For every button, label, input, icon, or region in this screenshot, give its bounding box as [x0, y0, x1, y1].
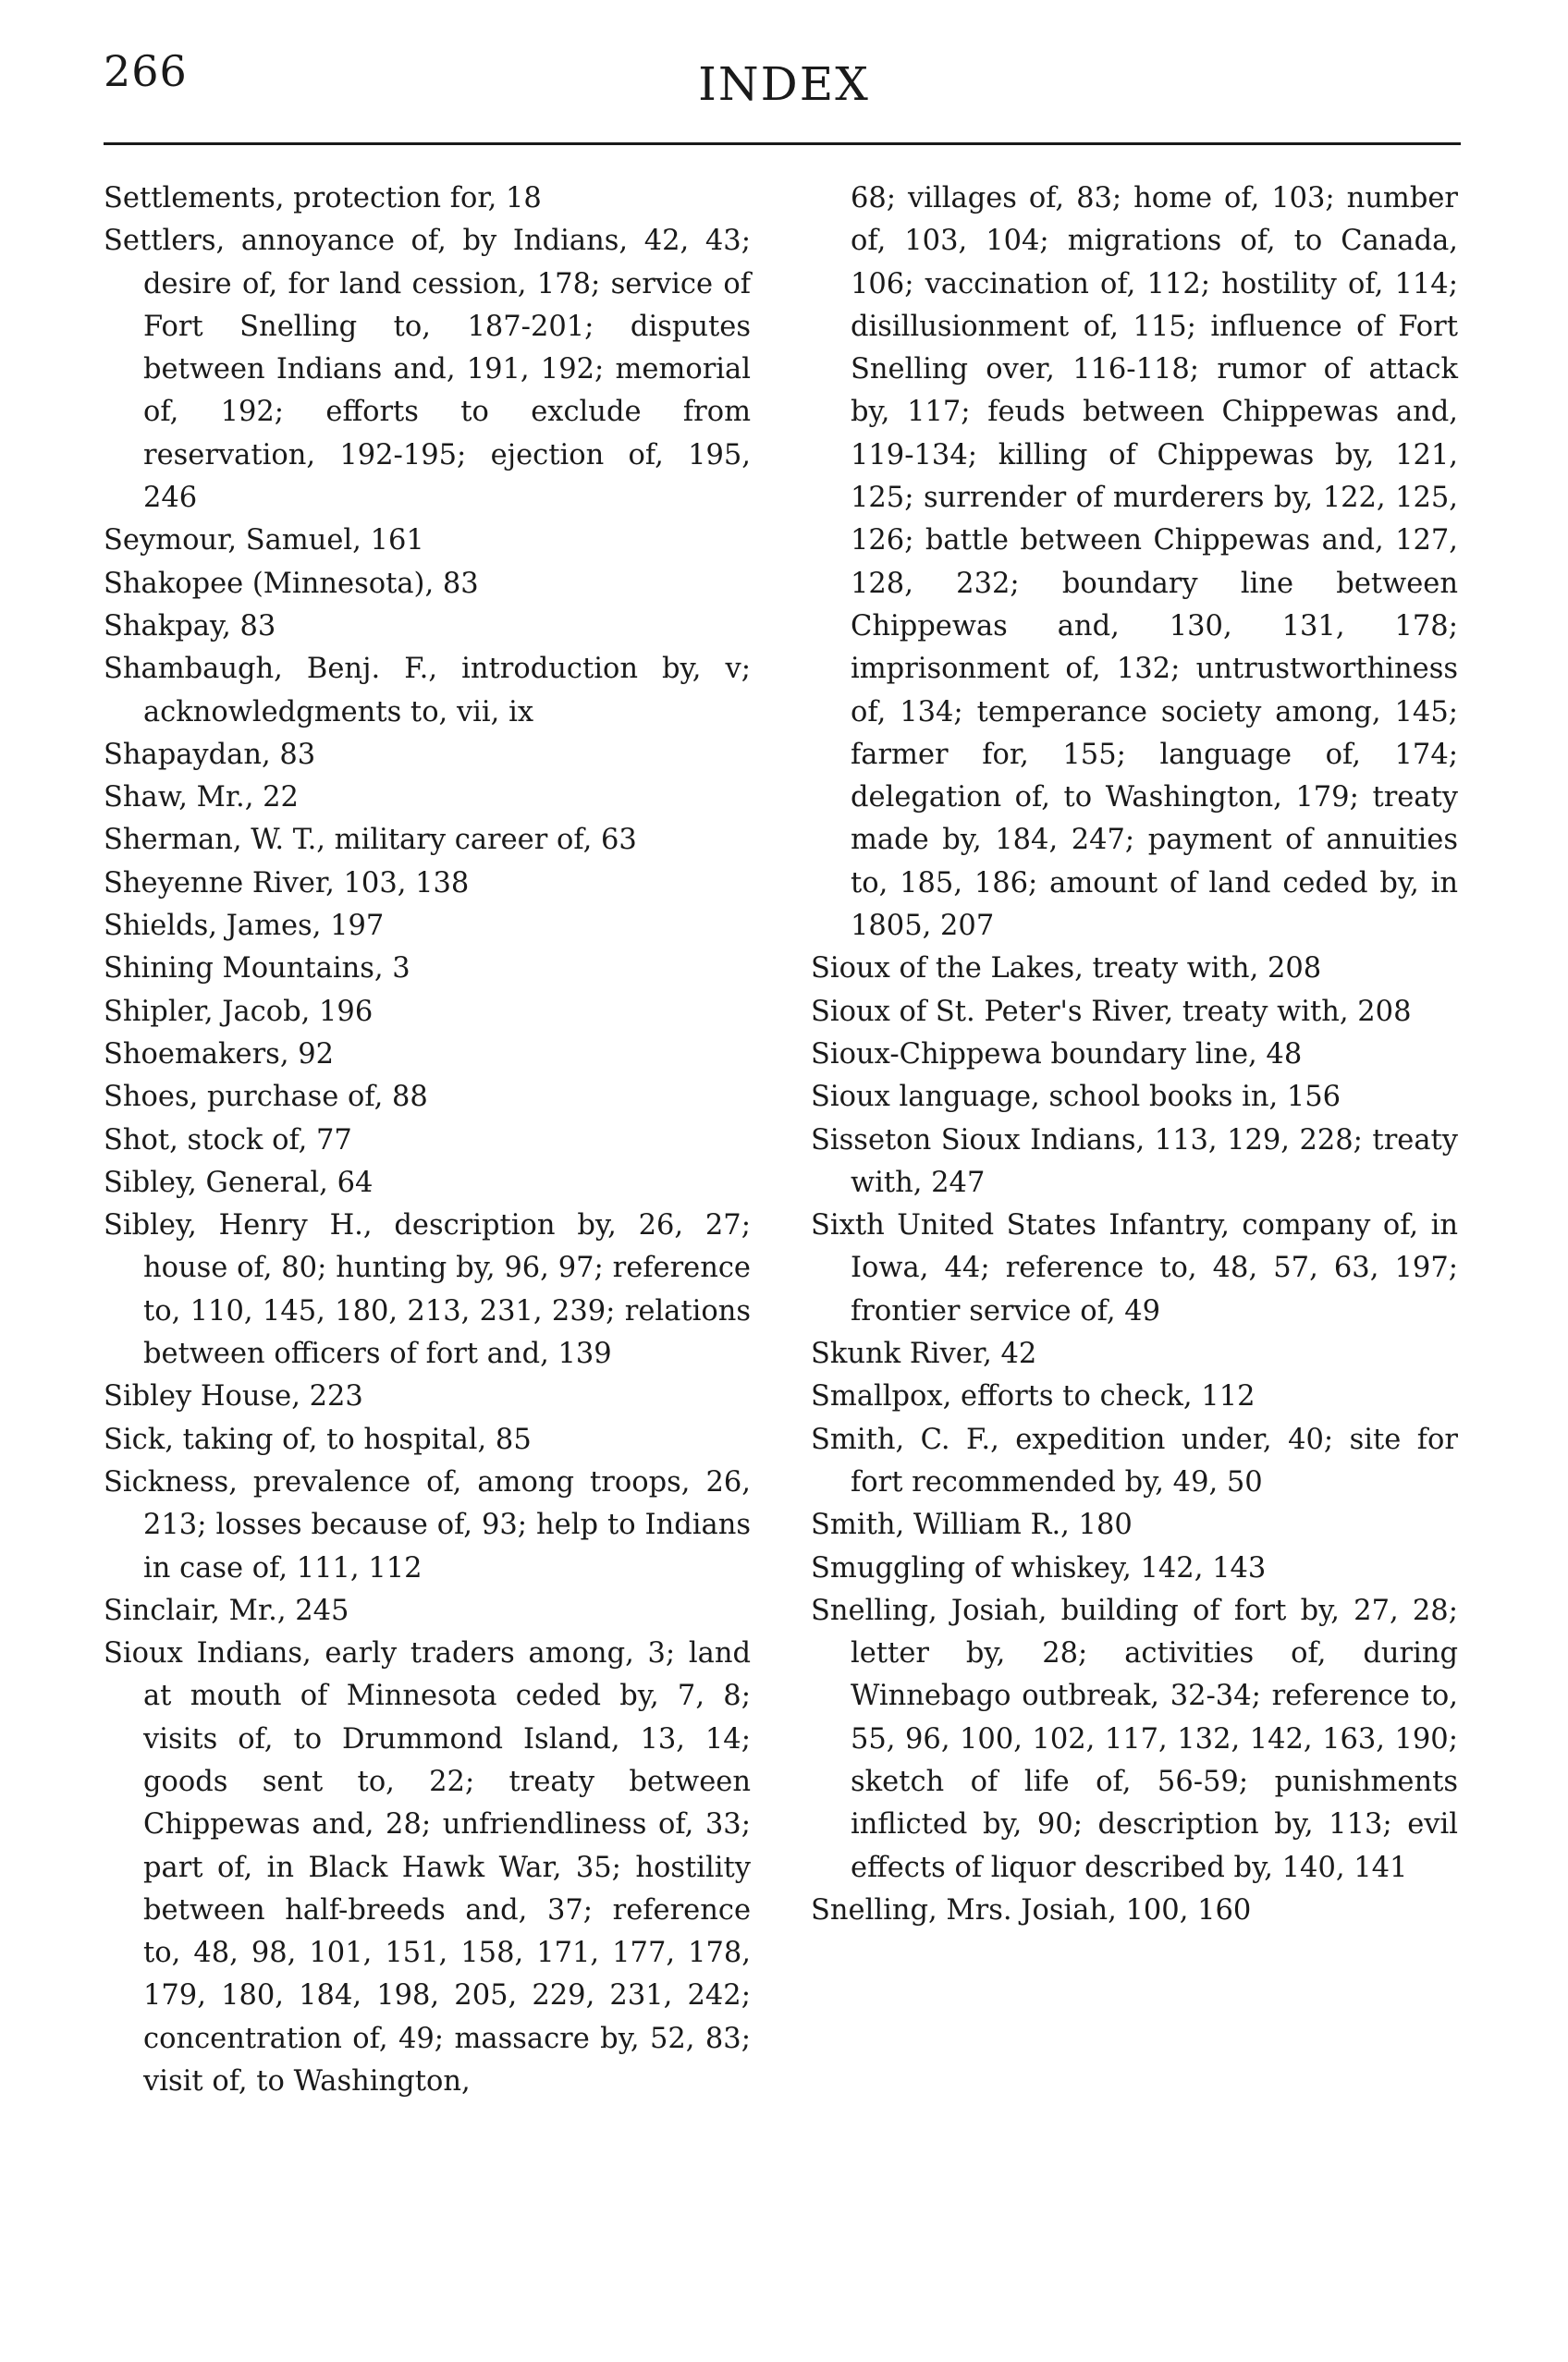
index-entry: Sibley, Henry H., description by, 26, 27; house of, 80; hunting by, 96, 97; reference to, 110, 145, 180, 213, 231, 239; relations between officers of fort and, 139 [104, 1209, 751, 1371]
index-column-left [104, 177, 751, 2103]
index-entry: Shoemakers, 92 [104, 1037, 335, 1071]
index-entry: Sioux language, school books in, 156 [811, 1081, 1341, 1114]
index-entry: Sickness, prevalence of, among troops, 26, 213; losses because of, 93; help to Indians in case of, 111, 112 [104, 1465, 751, 1585]
header-rule [104, 142, 1461, 145]
index-entry: Smallpox, efforts to check, 112 [811, 1380, 1256, 1414]
page-number: 266 [104, 46, 188, 96]
index-entry: Snelling, Mrs. Josiah, 100, 160 [811, 1893, 1252, 1927]
index-entry: Sixth United States Infantry, company of, in Iowa, 44; reference to, 48, 57, 63, 197; frontier service of, 49 [811, 1209, 1458, 1328]
index-entry: Sherman, W. T., military career of, 63 [104, 824, 637, 857]
page-title: INDEX [698, 57, 870, 111]
index-entry: Sioux of the Lakes, treaty with, 208 [811, 952, 1322, 985]
index-entry: Shakpay, 83 [104, 609, 276, 643]
index-entry: Seymour, Samuel, 161 [104, 524, 424, 557]
index-entry: Shakopee (Minnesota), 83 [104, 567, 479, 600]
index-entry: Snelling, Josiah, building of fort by, 27, 28; letter by, 28; activities of, during Winnebago outbreak, 32-34; reference to, 55, 96, 100, 102, 117, 132, 142, 163, 190; sketch of life of, 56-59; punishments inflicted by, 90; description by, 113; evil effects of liquor described by, 140, 141 [811, 1594, 1458, 1884]
index-entry: Shoes, purchase of, 88 [104, 1081, 428, 1114]
index-entry: Shaw, Mr., 22 [104, 781, 299, 814]
index-entry: Sioux of St. Peter's River, treaty with, 208 [811, 995, 1412, 1028]
index-entry: Sibley House, 223 [104, 1380, 363, 1414]
index-entry: Shipler, Jacob, 196 [104, 995, 374, 1028]
index-entry: Sibley, General, 64 [104, 1166, 374, 1199]
index-entry: Smuggling of whiskey, 142, 143 [811, 1551, 1267, 1585]
index-entry: Settlers, annoyance of, by Indians, 42, 43; desire of, for land cession, 178; service of Fort Snelling to, 187-201; disputes between Indians and, 191, 192; memorial of, 192; efforts to exclude from reservation, 192-195; ejection of, 195, 246 [104, 225, 751, 515]
index-entry: Shining Mountains, 3 [104, 952, 410, 985]
index-entry: Shot, stock of, 77 [104, 1123, 352, 1157]
index-entry: Sick, taking of, to hospital, 85 [104, 1423, 532, 1456]
index-entry: Shapaydan, 83 [104, 738, 316, 771]
index-entry: Smith, C. F., expedition under, 40; site for fort recommended by, 49, 50 [811, 1423, 1458, 1499]
index-entry: Shambaugh, Benj. F., introduction by, v; acknowledgments to, vii, ix [104, 653, 751, 728]
index-entry: Sioux Indians, early traders among, 3; land at mouth of Minnesota ceded by, 7, 8; visits of, to Drummond Island, 13, 14; goods sent to, 22; treaty between Chippewas and, 28; unfriendliness of, 33; part of, in Black Hawk War, 35; hostility between half-breeds and, 37; reference to, 48, 98, 101, 151, 158, 171, 177, 178, 179, 180, 184, 198, 205, 229, 231, 242; concentration of, 49; massacre by, 52, 83; visit of, to Washington, [104, 1637, 751, 2099]
index-entry: Sinclair, Mr., 245 [104, 1594, 349, 1627]
index-entry: Settlements, protection for, 18 [104, 182, 542, 214]
index-entry: Skunk River, 42 [811, 1338, 1037, 1371]
index-entry: Sioux-Chippewa boundary line, 48 [811, 1037, 1303, 1071]
index-entry-continuation: 68; villages of, 83; home of, 103; number of, 103, 104; migrations of, to Canada, 106; vaccination of, 112; hostility of, 114; disillusionment of, 115; influence of Fort Snelling over, 116-118; rumor of attack by, 117; feuds between Chippewas and, 119-134; killing of Chippewas by, 121, 125; surrender of murderers by, 122, 125, 126; battle between Chippewas and, 127, 128, 232; boundary line between Chippewas and, 130, 131, 178; imprisonment of, 132; untrustworthiness of, 134; temperance society among, 145; farmer for, 155; language of, 174; delegation of, to Washington, 179; treaty made by, 184, 247; payment of annuities to, 185, 186; amount of land ceded by, in 1805, 207 [851, 182, 1458, 943]
index-entry: Sheyenne River, 103, 138 [104, 866, 470, 900]
index-column-right [811, 177, 1458, 1932]
index-entry: Shields, James, 197 [104, 910, 385, 943]
index-entry: Sisseton Sioux Indians, 113, 129, 228; treaty with, 247 [811, 1123, 1458, 1199]
index-entry: Smith, William R., 180 [811, 1509, 1133, 1542]
